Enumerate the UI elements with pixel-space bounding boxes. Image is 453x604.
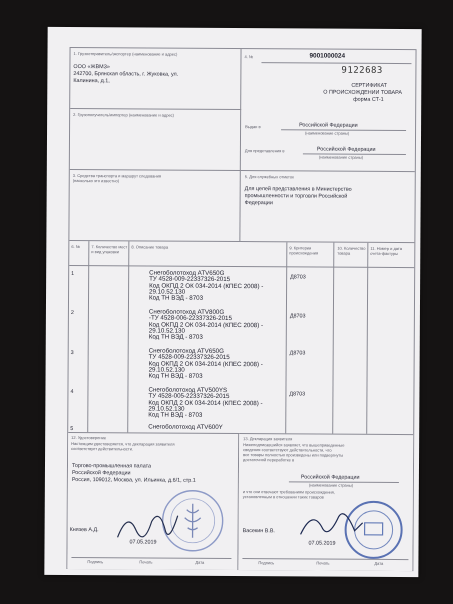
for-sub: (наименование страны) (318, 154, 364, 160)
col-divider-6 (87, 241, 89, 456)
col-11-header: 11. Номер и дата счета-фактуры (370, 245, 402, 257)
certificate-form: форма СТ-1 (353, 96, 384, 103)
box-1-exporter (70, 48, 241, 110)
row-number: 3 (70, 350, 74, 357)
col-10-header: 10. Количество товара (337, 245, 366, 256)
date-label: Дата (195, 559, 205, 565)
issued-in-sub: (наименование страны) (305, 130, 350, 136)
serial-number: 9122683 (341, 65, 383, 76)
box-5-official (240, 171, 414, 243)
sign-label: Подпись (87, 559, 104, 565)
desc-line: ТУ 4528-009-22337326-2015 (149, 275, 231, 284)
box-12-label: 12. Удостоверение (71, 435, 107, 441)
box-3-label: 3. Средства транспорта и маршрут следования (72, 173, 162, 179)
row-number: 1 (71, 271, 75, 278)
desc-line: Снегоболотоход ATV650G (148, 347, 224, 355)
certificate-title-1: СЕРТИФИКАТ (351, 82, 387, 89)
origin-criterion: Д8703 (290, 274, 306, 281)
box-12-text1: Настоящим удостоверяется, что декларация заявителя (71, 441, 175, 447)
desc-line: 29.10.52.130 (148, 405, 185, 413)
goods-table-header (69, 241, 414, 268)
desc-line: Код ТН ВЭД - 8703 (148, 333, 203, 342)
chamber-name-1: Торгово-промышленная палата (71, 463, 152, 470)
certificate-sheet (44, 27, 421, 577)
box-3-transport (69, 170, 240, 242)
desc-line: Снегоболотоход ATV650G (149, 269, 225, 277)
col-divider-10 (366, 243, 368, 458)
desc-line: ТУ 4528-005-22337326-2015 (148, 392, 230, 401)
exporter-address-line1: 242700, Брянская область, г. Жуковка, ул. (73, 71, 179, 78)
col-7-header: 7. Количество мест и вид упаковки (91, 244, 128, 255)
for-country: Российской Федерации (316, 146, 376, 153)
col-8-header: 8. Описание товара (131, 244, 169, 250)
goods-description (149, 309, 304, 341)
declaration-seal-label: Печать (316, 560, 330, 566)
origin-criterion: Д8703 (289, 350, 306, 357)
origin-criterion: Д8703 (289, 391, 306, 398)
box-2-label: 2. Грузополучатель/импортер (наименование и адрес) (73, 112, 175, 118)
box-4-certificate (241, 49, 415, 110)
origin-criterion: Д8703 (289, 313, 306, 320)
issuing-country-block (241, 110, 415, 172)
goods-description (148, 424, 303, 431)
col-divider-9 (332, 243, 334, 458)
issued-in-label: Выдан в (245, 124, 261, 130)
box-5-line1: Для целей представления в Министерство (244, 186, 352, 193)
desc-line: Код ТН ВЭД - 8703 (149, 294, 204, 303)
declaration-date: 07.05.2019 (308, 540, 336, 547)
desc-line: 29.10.52.130 (148, 327, 185, 335)
desc-line: 29.10.52.130 (149, 288, 186, 296)
row-number: 4 (70, 389, 74, 396)
row-number: 5 (70, 426, 74, 433)
certificate-form (66, 47, 416, 571)
desc-line: 29.10.52.130 (148, 366, 185, 374)
desc-line: Код ОКПД 2 ОК 034-2014 (КПЕС 2008) - (148, 360, 263, 368)
box-12-text2: соответствует действительности. (71, 446, 134, 452)
declarant-signature (297, 504, 367, 544)
box-13-label: 13. Декларация заявителя (243, 436, 293, 442)
certificate-title-2: О ПРОИСХОЖДЕНИИ ТОВАРА (323, 89, 402, 97)
col-6-header: 6. № (71, 244, 81, 250)
issued-in-country: Российской Федерации (299, 122, 358, 129)
col-divider-7 (127, 241, 129, 456)
exporter-company: ООО «ЖВМЗ» (73, 64, 110, 71)
box-13-text5: и что они отвечают требованиям происхождения, (242, 489, 335, 495)
goods-description (148, 386, 306, 420)
seal-label: Печать (139, 559, 153, 565)
chamber-name-2: Российской Федерации (71, 470, 131, 477)
desc-line: Код ТН ВЭД - 8703 (148, 372, 203, 381)
desc-line: Снегоболотоход ATV500YS (148, 386, 228, 394)
box-13-declaration (238, 433, 413, 571)
certifier-signature (114, 501, 184, 545)
box-13-text4: достаточной переработке в (243, 457, 295, 463)
certifier-name: Князев А.Д. (69, 527, 99, 534)
desc-line: Снегоболотоход ATV600Y (148, 423, 223, 431)
goods-description (149, 348, 304, 380)
box-2-importer (70, 109, 241, 171)
box-13-text1: Нижеподписавшийся заявляет, что вышеприведенные (243, 442, 345, 448)
declarant-name: Васекин В.В. (242, 528, 275, 535)
number-underline (261, 62, 411, 64)
box-4-label: 4. № (244, 54, 254, 60)
chamber-address: Россия, 109012, Москва, ул. Ильинка, д.6/1, стр.1 (71, 477, 196, 484)
desc-line: Код ОКПД 2 ОК 034-2014 (КПЕС 2008) - (149, 282, 264, 290)
certificate-number: 9001000024 (309, 52, 346, 60)
exporter-address-line2: Калинина, д.1, (73, 78, 110, 85)
box-13-text2: сведения соответствуют действительности, что (243, 447, 332, 453)
desc-line: Код ОКПД 2 ОК 034-2014 (КПЕС 2008) - (148, 399, 263, 407)
box-5-line2: промышленности и торговли Российской (244, 193, 348, 200)
declared-country-sub: (наименование страны) (308, 482, 354, 488)
declaration-sign-label: Подпись (258, 560, 275, 566)
certification-date: 07.05.2019 (129, 539, 157, 546)
desc-line: -ТУ 4528-006-22337326-2015 (148, 314, 232, 323)
col-9-header: 9. Критерии происхождения (289, 245, 319, 256)
desc-line: Код ОКПД 2 ОК 034-2014 (КПЕС 2008) - (148, 321, 264, 329)
desc-line: Снегоболотоход ATV800G (148, 308, 225, 316)
row-number: 2 (70, 310, 74, 317)
box-13-text6: установленным в отношении таких товаров (242, 494, 324, 500)
for-label: Для представления в (244, 148, 285, 154)
declared-country: Российской Федерации (300, 474, 360, 481)
box-12-certification (67, 432, 239, 570)
goods-description (149, 270, 304, 302)
box-13-text3: все товары полностью произведены или подвергнуты (243, 452, 344, 458)
box-5-line3: Федерации (244, 200, 273, 207)
box-5-label: 5. Для служебных отметок (244, 174, 294, 180)
desc-line: Код ТН ВЭД - 8703 (148, 411, 203, 420)
desc-line: ТУ 4528-009-22337326-2015 (148, 353, 230, 362)
box-1-label: 1. Грузоотправитель/экспортер (наименование и адрес) (73, 51, 178, 57)
box-3-sub: (насколько это известно) (72, 178, 120, 184)
declaration-date-label: Дата (374, 560, 384, 566)
